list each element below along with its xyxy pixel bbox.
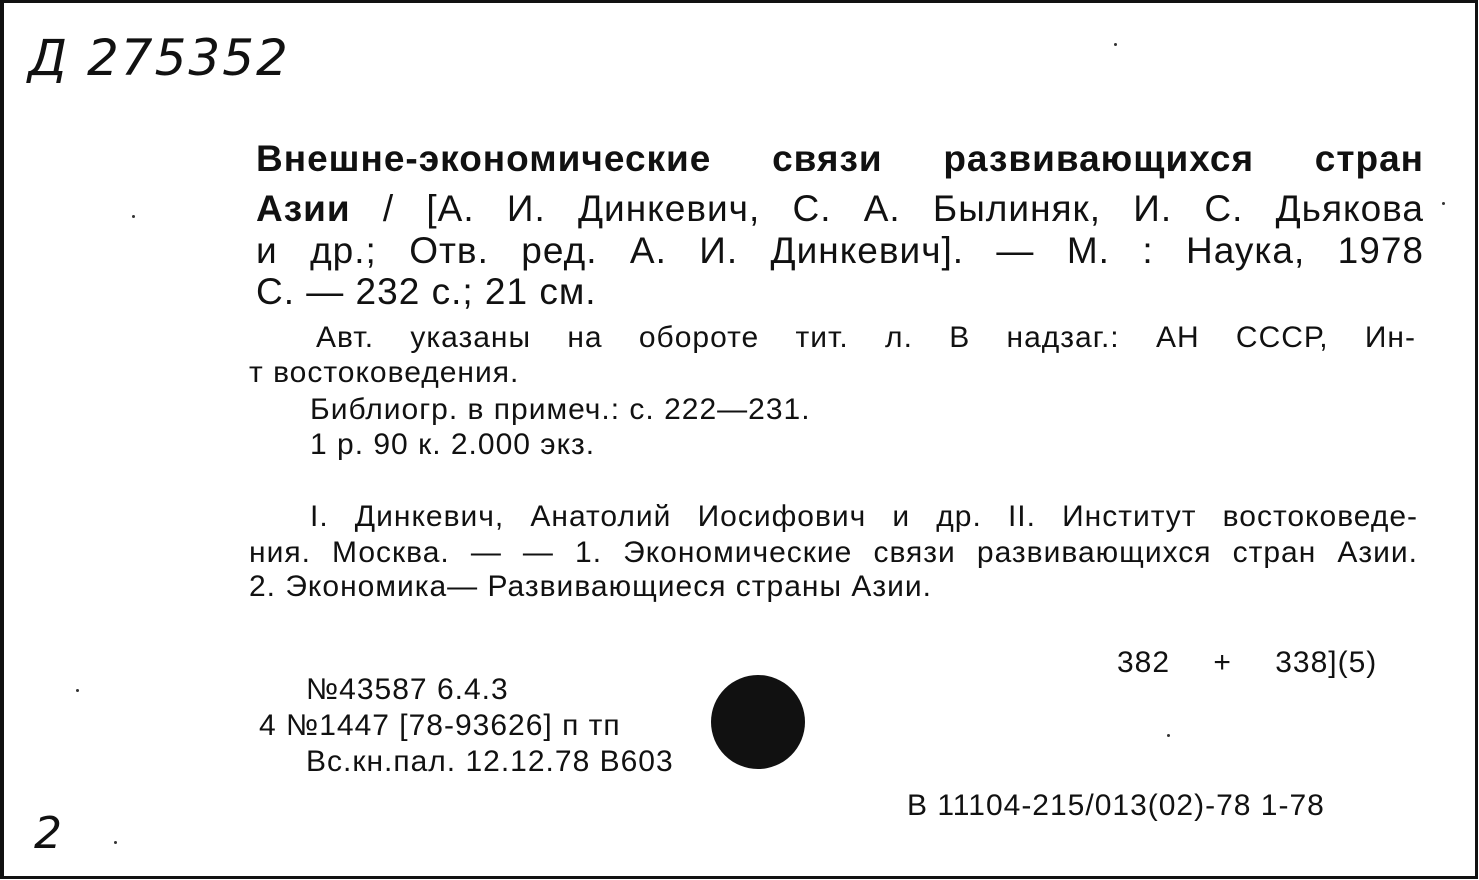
order-line-2: 4 №1447 [78-93626] п тп — [259, 709, 621, 742]
handwritten-mark: 2 — [34, 808, 64, 859]
note-authors-1: Авт. указаны на обороте тит. л. В надзаг.: АН СССР, Ин- — [316, 321, 1416, 354]
speck — [132, 215, 135, 218]
speck — [1167, 734, 1170, 737]
title-line-3: и др.; Отв. ред. А. И. Динкевич]. — М. : Наука, 1978 — [256, 230, 1424, 271]
tracing-line-2: ния. Москва. — — 1. Экономические связи развивающихся стран Азии. — [249, 536, 1418, 569]
title-line-4: С. — 232 с.; 21 см. — [256, 271, 597, 312]
order-line-3: Вс.кн.пал. 12.12.78 В603 — [306, 745, 674, 778]
tracing-line-1: I. Динкевич, Анатолий Иосифович и др. II. Институт востоковеде- — [310, 500, 1418, 533]
note-authors-2: т востоковедения. — [249, 356, 520, 389]
inventory-number: Д 275352 — [28, 29, 290, 87]
title-line-2 — [256, 188, 1424, 230]
order-line-1: №43587 6.4.3 — [306, 673, 509, 706]
speck — [114, 841, 117, 844]
tracing-line-3: 2. Экономика— Развивающиеся страны Азии. — [249, 570, 932, 603]
note-price: 1 р. 90 к. 2.000 экз. — [310, 428, 596, 461]
classification-index: 382 + 338](5) — [1117, 646, 1378, 679]
speck — [1114, 43, 1117, 46]
speck — [76, 689, 79, 692]
speck — [1442, 202, 1445, 205]
title-line-2-rest: / [А. И. Динкевич, С. А. Былиняк, И. С. Дьякова — [350, 188, 1424, 229]
note-bibliography: Библиогр. в примеч.: с. 222—231. — [310, 393, 811, 426]
title-line-1: Внешне-экономические связи развивающихся стран — [256, 138, 1424, 179]
title-line-2-bold: Азии — [256, 188, 351, 229]
punch-hole — [711, 675, 805, 769]
publication-code: В 11104-215/013(02)-78 1-78 — [907, 789, 1325, 822]
